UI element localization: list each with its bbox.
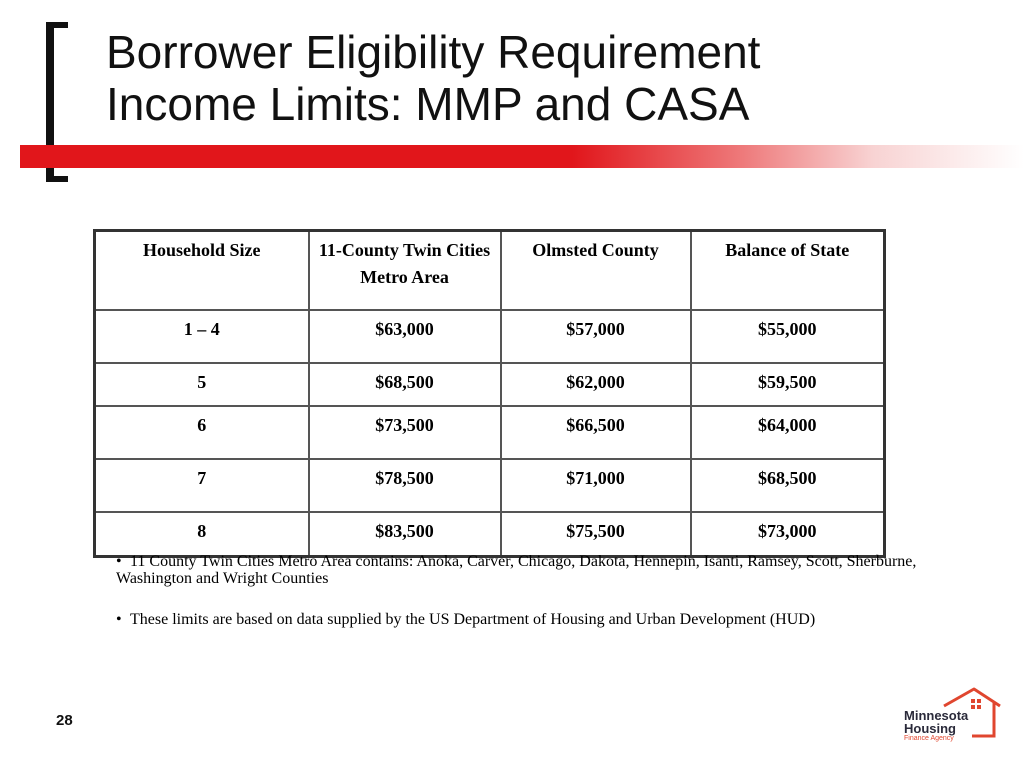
cell-household-size: 7	[95, 459, 309, 512]
cell-household-size: 5	[95, 363, 309, 406]
cell-olmsted-county: $62,000	[501, 363, 691, 406]
footnote-item	[116, 611, 936, 628]
cell-household-size: 6	[95, 406, 309, 459]
cell-balance-of-state: $55,000	[691, 310, 885, 363]
cell-balance-of-state: $73,000	[691, 512, 885, 557]
slide-title-line-1: Borrower Eligibility Requirement	[106, 26, 761, 78]
cell-balance-of-state: $59,500	[691, 363, 885, 406]
table-row	[95, 310, 885, 363]
header-olmsted-county: Olmsted County	[501, 231, 691, 310]
cell-balance-of-state: $68,500	[691, 459, 885, 512]
cell-twin-cities-metro: $63,000	[309, 310, 501, 363]
cell-olmsted-county: $75,500	[501, 512, 691, 557]
footnote-text: These limits are based on data supplied by the US Department of Housing and Urban Development (HUD)	[130, 611, 816, 628]
bullet-icon: •	[116, 553, 122, 570]
income-limits-table-container	[93, 229, 883, 558]
income-limits-table	[93, 229, 886, 558]
logo-line-1: Minnesota	[904, 708, 969, 723]
table-row	[95, 406, 885, 459]
cell-twin-cities-metro: $78,500	[309, 459, 501, 512]
logo-line-3: Finance Agency	[904, 735, 954, 742]
header-twin-cities-metro: 11-County Twin Cities Metro Area	[309, 231, 501, 310]
cell-household-size: 1 – 4	[95, 310, 309, 363]
footnote-text: 11 County Twin Cities Metro Area contains: Anoka, Carver, Chicago, Dakota, Hennepin, Isanti, Ramsey, Scott, Sherburne, Washington and Wright Counties	[116, 553, 917, 587]
minnesota-housing-logo	[900, 686, 1004, 748]
table-row	[95, 363, 885, 406]
header-balance-of-state: Balance of State	[691, 231, 885, 310]
slide-title	[106, 26, 986, 130]
table-row	[95, 512, 885, 557]
slide-title-line-2: Income Limits: MMP and CASA	[106, 78, 750, 130]
table-header-row	[95, 231, 885, 310]
cell-olmsted-county: $66,500	[501, 406, 691, 459]
bullet-icon: •	[116, 611, 122, 628]
cell-olmsted-county: $71,000	[501, 459, 691, 512]
header-household-size: Household Size	[95, 231, 309, 310]
footnote-item	[116, 553, 936, 587]
cell-twin-cities-metro: $68,500	[309, 363, 501, 406]
table-row	[95, 459, 885, 512]
logo-line-2: Housing	[904, 721, 956, 736]
cell-twin-cities-metro: $73,500	[309, 406, 501, 459]
cell-household-size: 8	[95, 512, 309, 557]
logo-text	[904, 709, 968, 743]
cell-balance-of-state: $64,000	[691, 406, 885, 459]
slide-number: 28	[56, 712, 73, 729]
cell-twin-cities-metro: $83,500	[309, 512, 501, 557]
cell-olmsted-county: $57,000	[501, 310, 691, 363]
title-underline-bar	[20, 145, 1024, 168]
footnotes	[116, 553, 936, 652]
